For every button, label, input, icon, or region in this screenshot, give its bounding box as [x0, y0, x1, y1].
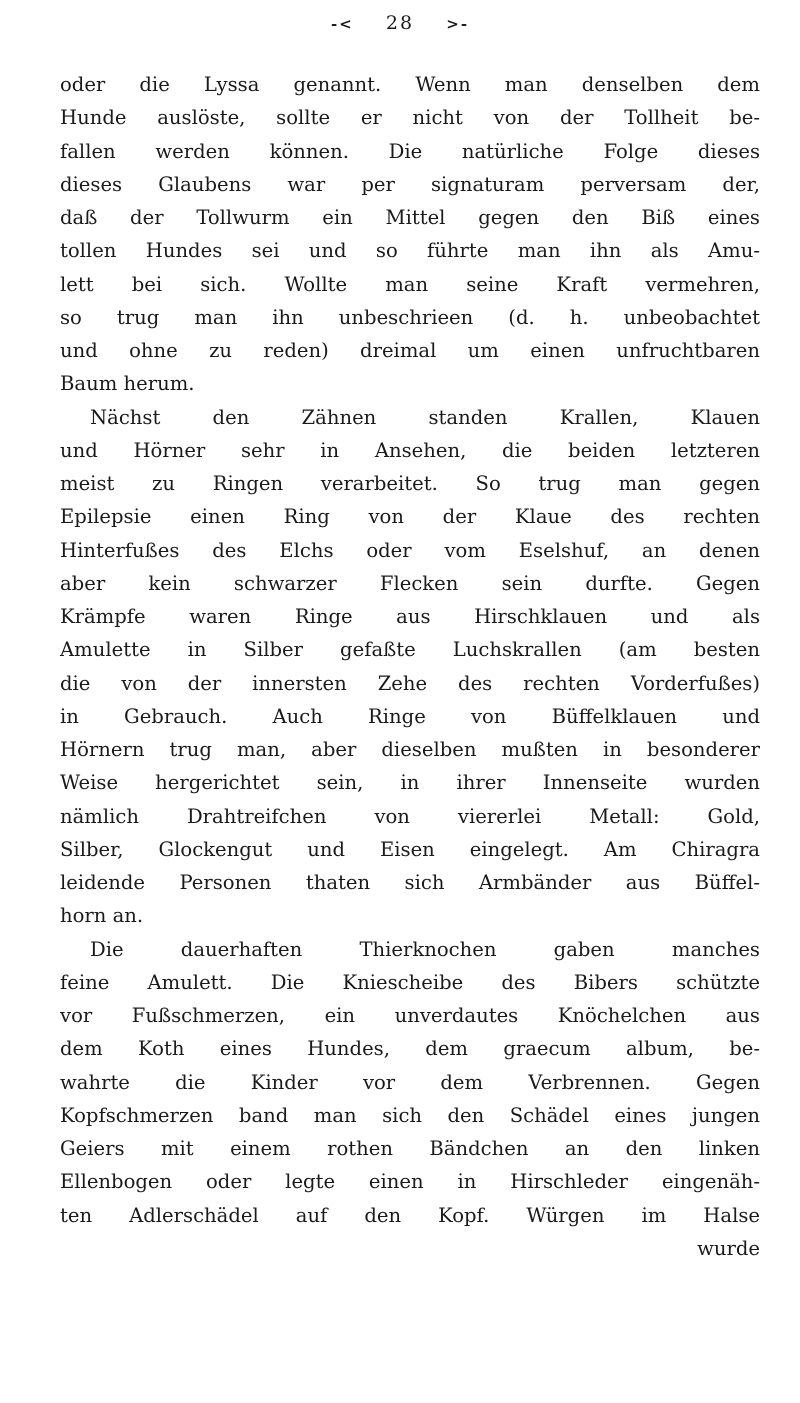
text-line: in Gebrauch. Auch Ringe von Büffelklauen und — [60, 704, 760, 728]
text-line: und ohne zu reden) dreimal um einen unfruchtbaren — [60, 339, 760, 362]
page-number: 28 — [385, 12, 415, 34]
text-line: Epilepsie einen Ring von der Klaue des rechten — [60, 505, 760, 529]
text-line: Nächst den Zähnen standen Krallen, Klauen — [90, 405, 760, 429]
text-line: Geiers mit einem rothen Bändchen an den linken — [60, 1137, 760, 1160]
text-line: Hörnern trug man, aber dieselben mußten in besonderer — [60, 738, 760, 761]
body-text — [60, 68, 760, 1265]
text-line: daß der Tollwurm ein Mittel gegen den Biß eines — [60, 206, 760, 229]
text-line: meist zu Ringen verarbeitet. So trug man gegen — [60, 472, 760, 495]
text-line: ten Adlerschädel auf den Kopf. Würgen im Halse — [60, 1203, 760, 1227]
text-line: die von der innersten Zehe des rechten Vorderfußes) — [60, 671, 760, 695]
text-line: Hinterfußes des Elchs oder vom Eselshuf, an denen — [60, 538, 760, 562]
ornament-right: >- — [446, 15, 470, 33]
text-line: aber kein schwarzer Flecken sein durfte. Gegen — [60, 571, 760, 595]
text-line: horn an. — [60, 904, 144, 928]
text-line: dem Koth eines Hundes, dem graecum album, be- — [60, 1037, 760, 1061]
text-line: Silber, Glockengut und Eisen eingelegt. Am Chiragra — [60, 837, 760, 861]
text-line: lett bei sich. Wollte man seine Kraft vermehren, — [60, 272, 760, 296]
text-line: dieses Glaubens war per signaturam perversam der, — [60, 172, 760, 196]
text-line: nämlich Drahtreifchen von viererlei Metall: Gold, — [60, 804, 760, 828]
ornament-left: -< — [330, 15, 354, 33]
text-line: Weise hergerichtet sein, in ihrer Innenseite wurden — [60, 771, 760, 795]
text-line: feine Amulett. Die Kniescheibe des Bibers schützte — [60, 970, 760, 994]
text-line: leidende Personen thaten sich Armbänder aus Büffel- — [60, 871, 760, 894]
text-line: so trug man ihn unbeschrieen (d. h. unbeobachtet — [60, 305, 760, 329]
text-line: tollen Hundes sei und so führte man ihn als Amu- — [60, 239, 760, 263]
text-line: Amulette in Silber gefaßte Luchskrallen (am besten — [60, 638, 760, 662]
text-line: fallen werden können. Die natürliche Folge dieses — [60, 139, 760, 163]
text-line: Hunde auslöste, sollte er nicht von der Tollheit be- — [60, 106, 760, 130]
text-line: Ellenbogen oder legte einen in Hirschleder eingenäh- — [60, 1170, 760, 1194]
text-line: Kopfschmerzen band man sich den Schädel eines jungen — [60, 1103, 760, 1127]
text-line: vor Fußschmerzen, ein unverdautes Knöchelchen aus — [60, 1004, 760, 1027]
text-line: oder die Lyssa genannt. Wenn man denselben dem — [60, 73, 760, 96]
text-line: Krämpfe waren Ringe aus Hirschklauen und als — [60, 605, 760, 628]
page-header — [0, 12, 800, 34]
catchword: wurde — [697, 1236, 760, 1260]
text-line: und Hörner sehr in Ansehen, die beiden letzteren — [60, 438, 760, 462]
text-line: Die dauerhaften Thierknochen gaben manches — [90, 937, 760, 961]
text-line: wahrte die Kinder vor dem Verbrennen. Gegen — [60, 1070, 760, 1094]
text-line: Baum herum. — [60, 372, 195, 396]
